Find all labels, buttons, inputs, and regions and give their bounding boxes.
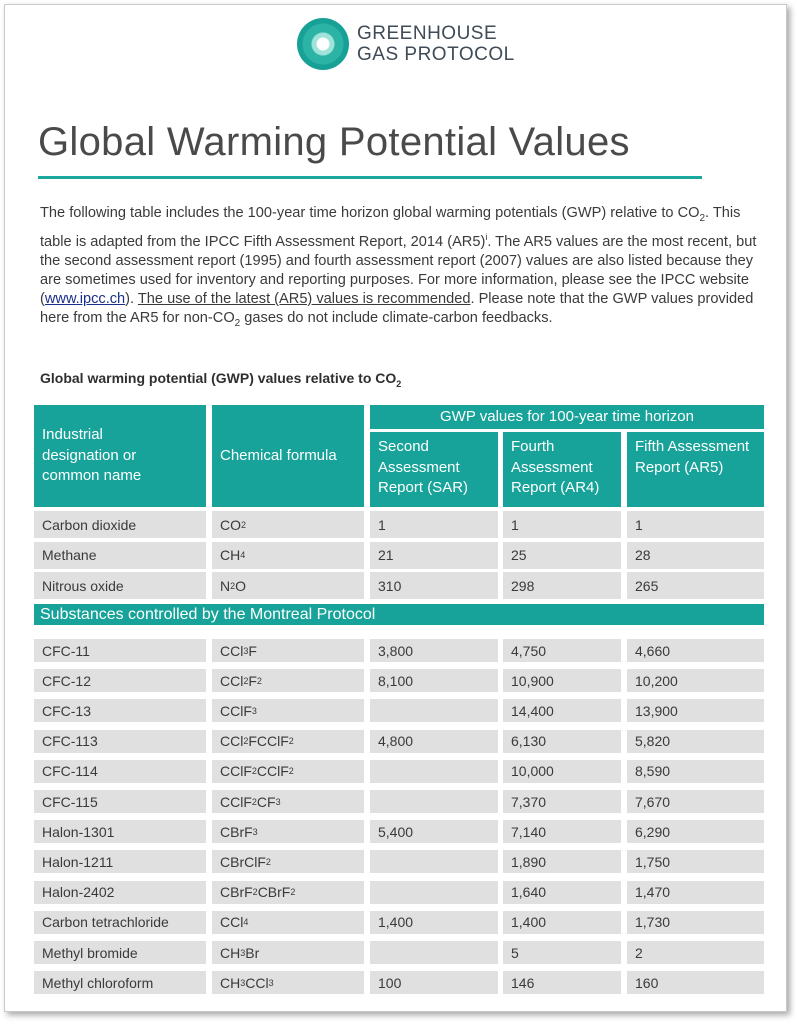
caption-text: Global warming potential (GWP) values relative to CO bbox=[40, 370, 397, 386]
cell-ar5: 1,750 bbox=[627, 850, 764, 873]
cell-ar4: 6,130 bbox=[503, 730, 621, 753]
cell-sar: 100 bbox=[370, 971, 498, 994]
formula-text: O bbox=[235, 577, 247, 594]
cell-formula bbox=[212, 790, 364, 813]
formula-text: F bbox=[248, 672, 257, 689]
formula-subscript: 3 bbox=[275, 796, 281, 807]
cell-sar: 1,400 bbox=[370, 911, 498, 934]
cell-ar4: 1,400 bbox=[503, 911, 621, 934]
formula-subscript: 3 bbox=[251, 705, 257, 716]
intro-text-1: The following table includes the 100-year time horizon global warming potentials (GWP) relative to CO bbox=[40, 205, 700, 221]
cell-sar bbox=[370, 760, 498, 783]
cell-ar4: 10,000 bbox=[503, 760, 621, 783]
intro-sub-2: 2 bbox=[234, 317, 241, 329]
cell-ar4: 4,750 bbox=[503, 639, 621, 662]
cell-formula bbox=[212, 820, 364, 843]
caption-sub: 2 bbox=[396, 378, 402, 389]
header-sar: Second Assessment Report (SAR) bbox=[370, 432, 498, 507]
cell-ar5: 4,660 bbox=[627, 639, 764, 662]
formula-subscript: 3 bbox=[240, 977, 246, 988]
cell-name: Nitrous oxide bbox=[34, 572, 206, 599]
formula-text: CBrF bbox=[220, 823, 253, 840]
logo-line-1: GREENHOUSE bbox=[357, 23, 498, 44]
cell-formula bbox=[212, 911, 364, 934]
cell-name: Methane bbox=[34, 542, 206, 569]
cell-ar5: 28 bbox=[627, 542, 764, 569]
cell-name: Halon-1211 bbox=[34, 850, 206, 873]
formula-subscript: 4 bbox=[240, 550, 246, 560]
cell-ar4: 25 bbox=[503, 542, 621, 569]
formula-text: CH bbox=[220, 974, 241, 991]
formula-subscript: 2 bbox=[252, 887, 258, 898]
cell-sar bbox=[370, 881, 498, 904]
formula-subscript: 3 bbox=[268, 977, 274, 988]
formula-subscript: 2 bbox=[256, 675, 262, 686]
cell-name: Halon-2402 bbox=[34, 881, 206, 904]
cell-name: Methyl bromide bbox=[34, 941, 206, 964]
cell-ar4: 1 bbox=[503, 511, 621, 538]
formula-subscript: 2 bbox=[243, 675, 249, 686]
formula-text: CClF bbox=[220, 793, 252, 810]
formula-text: CBrF bbox=[257, 884, 291, 901]
cell-ar5: 1,470 bbox=[627, 881, 764, 904]
formula-text: CF bbox=[256, 793, 276, 810]
cell-ar4: 14,400 bbox=[503, 699, 621, 722]
formula-subscript: 2 bbox=[288, 736, 294, 747]
formula-text: CO bbox=[220, 516, 241, 533]
cell-name: Carbon dioxide bbox=[34, 511, 206, 538]
cell-ar4: 298 bbox=[503, 572, 621, 599]
formula-text: CCl bbox=[220, 914, 244, 931]
intro-sub-1: 2 bbox=[699, 212, 706, 224]
cell-formula bbox=[212, 699, 364, 722]
intro-text-4: ). bbox=[125, 290, 138, 307]
cell-ar4: 1,890 bbox=[503, 850, 621, 873]
cell-ar5: 7,670 bbox=[627, 790, 764, 813]
section-montreal-protocol: Substances controlled by the Montreal Protocol bbox=[34, 604, 764, 625]
cell-formula bbox=[212, 511, 364, 538]
cell-sar bbox=[370, 850, 498, 873]
page-title: Global Warming Potential Values bbox=[38, 120, 630, 164]
cell-ar4: 7,370 bbox=[503, 790, 621, 813]
cell-ar4: 7,140 bbox=[503, 820, 621, 843]
cell-sar: 310 bbox=[370, 572, 498, 599]
formula-text: CH bbox=[220, 547, 241, 563]
table-caption bbox=[40, 370, 401, 389]
formula-subscript: 2 bbox=[241, 519, 247, 530]
logo-wordmark bbox=[357, 23, 515, 65]
cell-ar4: 1,640 bbox=[503, 881, 621, 904]
formula-text: N bbox=[220, 577, 231, 594]
formula-subscript: 3 bbox=[252, 826, 258, 837]
intro-text-3: . The AR5 values are the most recent, but the second assessment report (1995) and fourth assessment report (2007) values are also listed because they are sometimes used for inventory and reporting purposes. For more information, please see the IPCC website ( bbox=[40, 233, 757, 307]
header-ar5: Fifth Assessment Report (AR5) bbox=[627, 432, 764, 507]
intro-text-5: . Please note that the GWP values provided here from the AR5 for non-CO bbox=[40, 290, 754, 326]
cell-ar5: 13,900 bbox=[627, 699, 764, 722]
cell-ar5: 160 bbox=[627, 971, 764, 994]
formula-text: CClF bbox=[220, 763, 252, 780]
ipcc-link[interactable]: www.ipcc.ch bbox=[44, 290, 126, 307]
formula-subscript: 2 bbox=[265, 856, 271, 867]
formula-text: CCl bbox=[220, 672, 244, 689]
header-formula: Chemical formula bbox=[212, 405, 364, 507]
header-designation: Industrial designation or common name bbox=[34, 405, 206, 507]
cell-ar4: 10,900 bbox=[503, 669, 621, 692]
cell-sar: 8,100 bbox=[370, 669, 498, 692]
cell-ar4: 146 bbox=[503, 971, 621, 994]
formula-subscript: 2 bbox=[230, 580, 236, 591]
cell-name: CFC-114 bbox=[34, 760, 206, 783]
cell-sar: 1 bbox=[370, 511, 498, 538]
cell-ar5: 8,590 bbox=[627, 760, 764, 783]
cell-ar5: 2 bbox=[627, 941, 764, 964]
cell-formula bbox=[212, 572, 364, 599]
ghg-protocol-logo bbox=[297, 16, 515, 72]
formula-subscript: 2 bbox=[288, 766, 294, 777]
cell-sar: 5,400 bbox=[370, 820, 498, 843]
formula-subscript: 2 bbox=[290, 887, 296, 898]
formula-text: CCl bbox=[245, 974, 269, 991]
formula-text: CBrClF bbox=[220, 853, 266, 870]
cell-name: CFC-115 bbox=[34, 790, 206, 813]
cell-sar: 21 bbox=[370, 542, 498, 569]
cell-formula bbox=[212, 669, 364, 692]
formula-text: CH bbox=[220, 944, 241, 961]
recommendation-text: The use of the latest (AR5) values is recommended bbox=[137, 290, 471, 307]
formula-text: CClF bbox=[256, 763, 289, 780]
cell-ar5: 1 bbox=[627, 511, 764, 538]
footnote-marker: i bbox=[485, 231, 488, 242]
formula-subscript: 4 bbox=[243, 917, 249, 928]
cell-formula bbox=[212, 881, 364, 904]
logo-line-2: GAS PROTOCOL bbox=[357, 44, 515, 65]
intro-paragraph bbox=[40, 204, 764, 333]
cell-ar5: 265 bbox=[627, 572, 764, 599]
cell-name: Halon-1301 bbox=[34, 820, 206, 843]
formula-text: CBrF bbox=[220, 884, 253, 901]
formula-text: Br bbox=[245, 944, 260, 961]
globe-logo-icon bbox=[297, 18, 349, 70]
formula-subscript: 2 bbox=[243, 736, 249, 747]
cell-sar: 4,800 bbox=[370, 730, 498, 753]
formula-subscript: 3 bbox=[243, 645, 249, 656]
intro-text-6: gases do not include climate-carbon feedbacks. bbox=[240, 309, 553, 326]
cell-formula bbox=[212, 971, 364, 994]
cell-ar5: 1,730 bbox=[627, 911, 764, 934]
formula-subscript: 3 bbox=[240, 947, 246, 958]
cell-name: CFC-11 bbox=[34, 639, 206, 662]
cell-sar bbox=[370, 790, 498, 813]
cell-formula bbox=[212, 850, 364, 873]
title-divider bbox=[38, 176, 702, 179]
cell-formula bbox=[212, 760, 364, 783]
formula-text: CCl bbox=[220, 642, 244, 659]
cell-name: Methyl chloroform bbox=[34, 971, 206, 994]
formula-subscript: 2 bbox=[251, 766, 257, 777]
cell-name: CFC-13 bbox=[34, 699, 206, 722]
cell-name: CFC-12 bbox=[34, 669, 206, 692]
cell-name: Carbon tetrachloride bbox=[34, 911, 206, 934]
cell-ar5: 5,820 bbox=[627, 730, 764, 753]
cell-formula bbox=[212, 639, 364, 662]
cell-formula bbox=[212, 542, 364, 569]
cell-name: CFC-113 bbox=[34, 730, 206, 753]
cell-ar5: 10,200 bbox=[627, 669, 764, 692]
cell-sar: 3,800 bbox=[370, 639, 498, 662]
cell-sar bbox=[370, 699, 498, 722]
cell-formula bbox=[212, 730, 364, 753]
cell-formula bbox=[212, 941, 364, 964]
formula-text: CClF bbox=[220, 702, 252, 719]
header-ar4: Fourth Assessment Report (AR4) bbox=[503, 432, 621, 507]
formula-text: CCl bbox=[220, 733, 244, 750]
cell-ar5: 6,290 bbox=[627, 820, 764, 843]
cell-sar bbox=[370, 941, 498, 964]
header-gwp-group: GWP values for 100-year time horizon bbox=[370, 405, 764, 429]
cell-ar4: 5 bbox=[503, 941, 621, 964]
formula-text: F bbox=[248, 642, 257, 659]
intro-text-2: . This table is adapted from the IPCC Fifth Assessment Report, 2014 (AR5) bbox=[40, 205, 741, 250]
formula-text: FCClF bbox=[248, 733, 289, 750]
formula-subscript: 2 bbox=[251, 796, 257, 807]
